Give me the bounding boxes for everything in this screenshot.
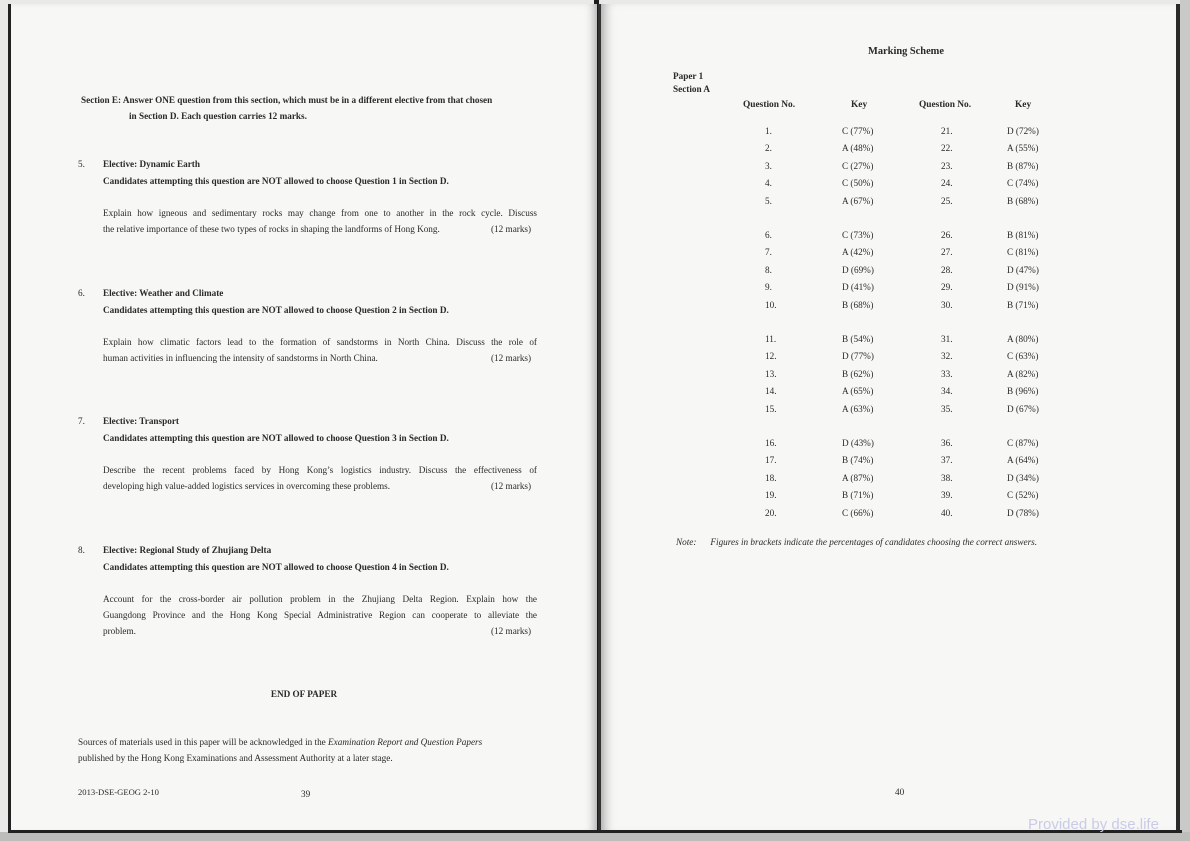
question-number-cell: 15. bbox=[765, 403, 777, 414]
question-number-cell: 26. bbox=[941, 230, 953, 240]
question-text-line2: Guangdong Province and the Hong Kong Special Administrative Region can cooperate to alleviate the bbox=[103, 610, 537, 620]
answer-key-cell: D (67%) bbox=[1007, 403, 1039, 414]
header-question-no-2: Question No. bbox=[919, 100, 972, 110]
answer-key-cell: C (73%) bbox=[842, 230, 874, 240]
question-number-cell: 17. bbox=[765, 455, 777, 466]
question-title: Elective: Dynamic Earth bbox=[103, 159, 200, 169]
question-number-cell: 34. bbox=[941, 386, 953, 397]
page-edge bbox=[1180, 0, 1190, 841]
answer-key-cell: B (96%) bbox=[1007, 386, 1039, 397]
answer-key-cell: C (27%) bbox=[842, 160, 874, 171]
sources-publication-title: Examination Report and Question Papers bbox=[328, 737, 483, 747]
section-e-heading-line1: Section E: Answer ONE question from this section, which must be in a different elective from that chosen bbox=[81, 95, 493, 105]
watermark: Provided by dse.life bbox=[1028, 816, 1159, 833]
answer-key-cell: B (68%) bbox=[1007, 195, 1039, 206]
question-number-cell: 39. bbox=[941, 490, 953, 501]
answer-key-cell: A (82%) bbox=[1007, 368, 1039, 379]
question-number-cell: 40. bbox=[941, 507, 953, 518]
question-text-line3: problem. bbox=[103, 626, 136, 636]
question-number-cell: 8. bbox=[765, 264, 772, 275]
question-number-cell: 20. bbox=[765, 507, 777, 518]
answer-key-cell: A (64%) bbox=[1007, 455, 1039, 466]
question-number-cell: 25. bbox=[941, 195, 953, 206]
question-text-line1: Explain how climatic factors lead to the formation of sandstorms in North China. Discuss the role of bbox=[103, 337, 537, 347]
question-marks: (12 marks) bbox=[491, 481, 532, 491]
header-question-no-1: Question No. bbox=[743, 100, 796, 110]
answer-key-cell: C (66%) bbox=[842, 507, 874, 518]
answer-key-cell: C (63%) bbox=[1007, 351, 1039, 362]
answer-key-cell: A (55%) bbox=[1007, 143, 1039, 154]
sources-prefix: Sources of materials used in this paper will be acknowledged in the bbox=[78, 737, 329, 747]
question-number: 8. bbox=[78, 545, 85, 555]
question-number-cell: 33. bbox=[941, 368, 953, 379]
answer-key-cell: C (81%) bbox=[1007, 247, 1039, 258]
question-number-cell: 30. bbox=[941, 299, 953, 310]
question-number-cell: 16. bbox=[765, 438, 777, 448]
question-number-cell: 10. bbox=[765, 299, 777, 310]
section-e-heading-line2: in Section D. Each question carries 12 marks. bbox=[129, 111, 307, 121]
question-title: Elective: Transport bbox=[103, 416, 179, 426]
paper-label: Paper 1 bbox=[673, 71, 704, 81]
answer-key-cell: A (67%) bbox=[842, 195, 874, 206]
question-number: 6. bbox=[78, 288, 85, 298]
answer-key-cell: B (54%) bbox=[842, 334, 874, 344]
footer-code: 2013-DSE-GEOG 2-10 bbox=[78, 787, 159, 797]
question-restriction: Candidates attempting this question are NOT allowed to choose Question 2 in Section D. bbox=[103, 305, 449, 315]
question-number-cell: 6. bbox=[765, 230, 772, 240]
section-label: Section A bbox=[673, 84, 711, 94]
question-number-cell: 29. bbox=[941, 282, 953, 293]
question-number-cell: 1. bbox=[765, 126, 772, 136]
answer-key-cell: C (77%) bbox=[842, 126, 874, 136]
question-marks: (12 marks) bbox=[491, 353, 532, 363]
header-key-1: Key bbox=[851, 100, 868, 110]
answer-key-cell: D (47%) bbox=[1007, 264, 1039, 275]
question-number-cell: 3. bbox=[765, 160, 772, 171]
answer-key-cell: B (68%) bbox=[842, 299, 874, 310]
question-number-cell: 4. bbox=[765, 178, 772, 189]
answer-key-cell: C (50%) bbox=[842, 178, 874, 189]
answer-key-cell: B (87%) bbox=[1007, 160, 1039, 171]
left-page bbox=[8, 4, 597, 832]
answer-key-cell: A (65%) bbox=[842, 386, 874, 397]
answer-key-cell: D (72%) bbox=[1007, 126, 1039, 136]
question-number-cell: 21. bbox=[941, 126, 953, 136]
question-text-line1: Explain how igneous and sedimentary rocks may change from one to another in the rock cycle. Discuss bbox=[103, 208, 537, 218]
marking-scheme-title: Marking Scheme bbox=[868, 46, 944, 57]
answer-key-cell: B (62%) bbox=[842, 368, 874, 379]
question-text-line1: Account for the cross-border air pollution problem in the Zhujiang Delta Region. Explain how the bbox=[103, 594, 537, 604]
question-restriction: Candidates attempting this question are NOT allowed to choose Question 1 in Section D. bbox=[103, 176, 449, 186]
question-number-cell: 14. bbox=[765, 386, 777, 397]
question-number-cell: 24. bbox=[941, 178, 953, 189]
left-page-number: 39 bbox=[301, 789, 311, 799]
question-number-cell: 32. bbox=[941, 351, 953, 362]
bottom-edge bbox=[0, 832, 1190, 841]
question-number-cell: 9. bbox=[765, 282, 772, 293]
answer-key-cell: D (69%) bbox=[842, 264, 874, 275]
answer-key-cell: A (87%) bbox=[842, 472, 874, 483]
note-text: Figures in brackets indicate the percentages of candidates choosing the correct answers. bbox=[710, 537, 1038, 547]
question-number-cell: 11. bbox=[765, 334, 777, 344]
answer-key-cell: D (78%) bbox=[1007, 507, 1039, 518]
answer-key-cell: A (42%) bbox=[842, 247, 874, 258]
answer-key-cell: B (71%) bbox=[1007, 299, 1039, 310]
question-number-cell: 13. bbox=[765, 368, 777, 379]
answer-key-cell: B (81%) bbox=[1007, 230, 1039, 240]
question-text-line2: developing high value-added logistics services in overcoming these problems. bbox=[103, 481, 391, 491]
answer-key-cell: D (41%) bbox=[842, 282, 874, 293]
question-number-cell: 7. bbox=[765, 247, 772, 258]
question-text-line2: human activities in influencing the intensity of sandstorms in North China. bbox=[103, 353, 378, 363]
question-number-cell: 28. bbox=[941, 264, 953, 275]
note-line bbox=[676, 534, 1037, 550]
question-number: 7. bbox=[78, 416, 85, 426]
page-edge-line bbox=[1176, 4, 1180, 830]
question-number-cell: 36. bbox=[941, 438, 953, 448]
question-number-cell: 27. bbox=[941, 247, 953, 258]
answer-key-cell: A (63%) bbox=[842, 403, 874, 414]
answer-key-cell: C (74%) bbox=[1007, 178, 1039, 189]
question-number-cell: 22. bbox=[941, 143, 953, 154]
answer-key-cell: D (34%) bbox=[1007, 472, 1039, 483]
header-key-2: Key bbox=[1015, 100, 1032, 110]
question-title: Elective: Weather and Climate bbox=[103, 288, 224, 298]
question-restriction: Candidates attempting this question are NOT allowed to choose Question 4 in Section D. bbox=[103, 562, 449, 572]
end-of-paper: END OF PAPER bbox=[270, 689, 338, 699]
question-number-cell: 12. bbox=[765, 351, 777, 362]
right-page bbox=[598, 4, 1185, 832]
question-number-cell: 37. bbox=[941, 455, 953, 466]
sources-line2: published by the Hong Kong Examinations and Assessment Authority at a later stage. bbox=[78, 753, 393, 763]
question-marks: (12 marks) bbox=[491, 626, 532, 636]
question-number-cell: 18. bbox=[765, 472, 777, 483]
answer-key-cell: C (87%) bbox=[1007, 438, 1039, 448]
question-text-line2: the relative importance of these two types of rocks in shaping the landforms of Hong Kong. bbox=[103, 224, 440, 234]
question-number-cell: 35. bbox=[941, 403, 953, 414]
question-number-cell: 38. bbox=[941, 472, 953, 483]
question-number-cell: 19. bbox=[765, 490, 777, 501]
answer-key-cell: B (71%) bbox=[842, 490, 874, 501]
question-text-line1: Describe the recent problems faced by Hong Kong’s logistics industry. Discuss the effectiveness of bbox=[103, 465, 537, 475]
question-number-cell: 23. bbox=[941, 160, 953, 171]
answer-key-cell: D (43%) bbox=[842, 438, 874, 448]
sources-line1 bbox=[78, 734, 482, 750]
question-number-cell: 31. bbox=[941, 334, 953, 344]
question-number: 5. bbox=[78, 159, 85, 169]
answer-key-cell: D (91%) bbox=[1007, 282, 1039, 293]
answer-key-cell: A (80%) bbox=[1007, 334, 1039, 344]
question-marks: (12 marks) bbox=[491, 224, 532, 234]
question-restriction: Candidates attempting this question are NOT allowed to choose Question 3 in Section D. bbox=[103, 433, 449, 443]
right-page-number: 40 bbox=[895, 787, 905, 797]
answer-key-cell: B (74%) bbox=[842, 455, 874, 466]
answer-key-cell: C (52%) bbox=[1007, 490, 1039, 501]
answer-key-cell: D (77%) bbox=[842, 351, 874, 362]
answer-key-cell: A (48%) bbox=[842, 143, 874, 154]
note-label: Note: bbox=[676, 537, 697, 547]
question-title: Elective: Regional Study of Zhujiang Delta bbox=[103, 545, 272, 555]
question-number-cell: 5. bbox=[765, 195, 772, 206]
question-number-cell: 2. bbox=[765, 143, 772, 154]
bottom-bar bbox=[8, 830, 1182, 833]
